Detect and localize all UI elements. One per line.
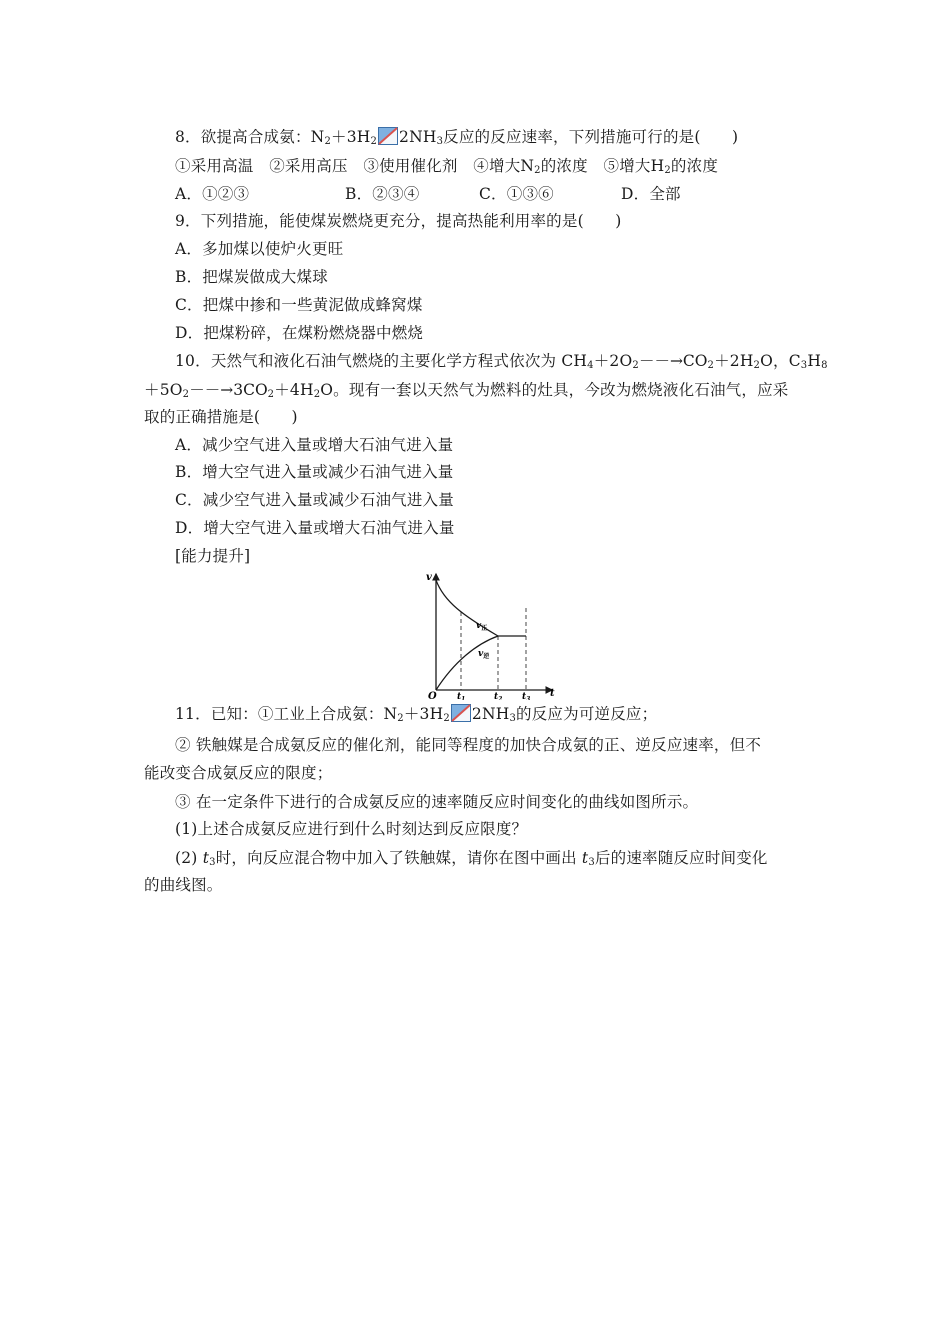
question-11-part-1: (1)上述合成氨反应进行到什么时刻达到反应限度？ xyxy=(175,820,528,838)
question-10-line-3: 取的正确措施是( ) xyxy=(144,408,298,426)
option-c[interactable]: C．①③⑥ xyxy=(479,185,554,203)
y-axis-label: v xyxy=(426,572,432,583)
x-axis-label: t xyxy=(550,688,555,699)
question-11-line-2: ② 铁触媒是合成氨反应的催化剂，能同等程度的加快合成氨的正、逆反应速率，但不 xyxy=(175,736,762,754)
t1-label: $t_1$ xyxy=(457,692,466,700)
option-b[interactable]: B．②③④ xyxy=(345,185,420,203)
catalyst-condition-icon xyxy=(451,704,471,722)
question-9-option-a[interactable]: A．多加煤以使炉火更旺 xyxy=(175,240,344,258)
question-11-line-4: ③ 在一定条件下进行的合成氨反应的速率随反应时间变化的曲线如图所示。 xyxy=(175,793,699,811)
question-8-stem: 8．欲提高合成氨：$N_2+3H_2$ $2NH_3$反应的反应速率，下列措施可行的是( ) xyxy=(175,128,739,147)
question-11-part-2: (2) $t_3$时，向反应混合物中加入了铁触媒，请你在图中画出 $t_3$后的速率随反应时间变化 xyxy=(175,849,768,868)
question-9-option-d[interactable]: D．把煤粉碎，在煤粉燃烧器中燃烧 xyxy=(175,324,424,342)
catalyst-condition-icon xyxy=(378,127,398,145)
question-11-line-7: 的曲线图。 xyxy=(144,876,223,894)
option-d[interactable]: D．全部 xyxy=(621,185,681,203)
question-9-stem: 9．下列措施，能使煤炭燃烧更充分，提高热能利用率的是( ) xyxy=(175,212,622,230)
question-10-option-d[interactable]: D．增大空气进入量或增大石油气进入量 xyxy=(175,519,455,537)
option-a[interactable]: A．①②③ xyxy=(175,185,250,203)
origin-label: O xyxy=(428,691,437,700)
reverse-rate-label: $v_逆$ xyxy=(478,649,490,660)
t2-label: $t_2$ xyxy=(494,692,503,700)
question-11-line-3: 能改变合成氨反应的限度； xyxy=(144,764,333,782)
question-8-measures: ①采用高温 ②采用高压 ③使用催化剂 ④增大$N_2$的浓度 ⑤增大$H_2$的浓度 xyxy=(175,157,719,176)
question-10-option-c[interactable]: C．减少空气进入量或减少石油气进入量 xyxy=(175,491,454,509)
rate-time-figure xyxy=(424,566,564,700)
section-heading: [能力提升] xyxy=(175,547,251,565)
reverse-rate-curve xyxy=(436,636,498,690)
forward-rate-curve xyxy=(436,580,498,636)
question-10-option-b[interactable]: B．增大空气进入量或减少石油气进入量 xyxy=(175,463,454,481)
question-10-option-a[interactable]: A．减少空气进入量或增大石油气进入量 xyxy=(175,436,454,454)
forward-rate-label: $v_正$ xyxy=(476,621,488,632)
question-10-line-1: 10．天然气和液化石油气燃烧的主要化学方程式依次为 $CH_4+2O_2--\to CO_2+2H_2O$，$C_3H_8$ xyxy=(175,352,828,371)
question-11-line-1: 11．已知：①工业上合成氨：$N_2+3H_2$ $2NH_3$的反应为可逆反应； xyxy=(175,705,658,724)
question-9-option-c[interactable]: C．把煤中掺和一些黄泥做成蜂窝煤 xyxy=(175,296,423,314)
question-10-line-2: $+5O_2--\to 3CO_2+4H_2O$。现有一套以天然气为燃料的灶具，今改为燃烧液化石油气，应采 xyxy=(144,381,789,400)
question-9-option-b[interactable]: B．把煤炭做成大煤球 xyxy=(175,268,328,286)
t3-label: $t_3$ xyxy=(522,692,531,700)
